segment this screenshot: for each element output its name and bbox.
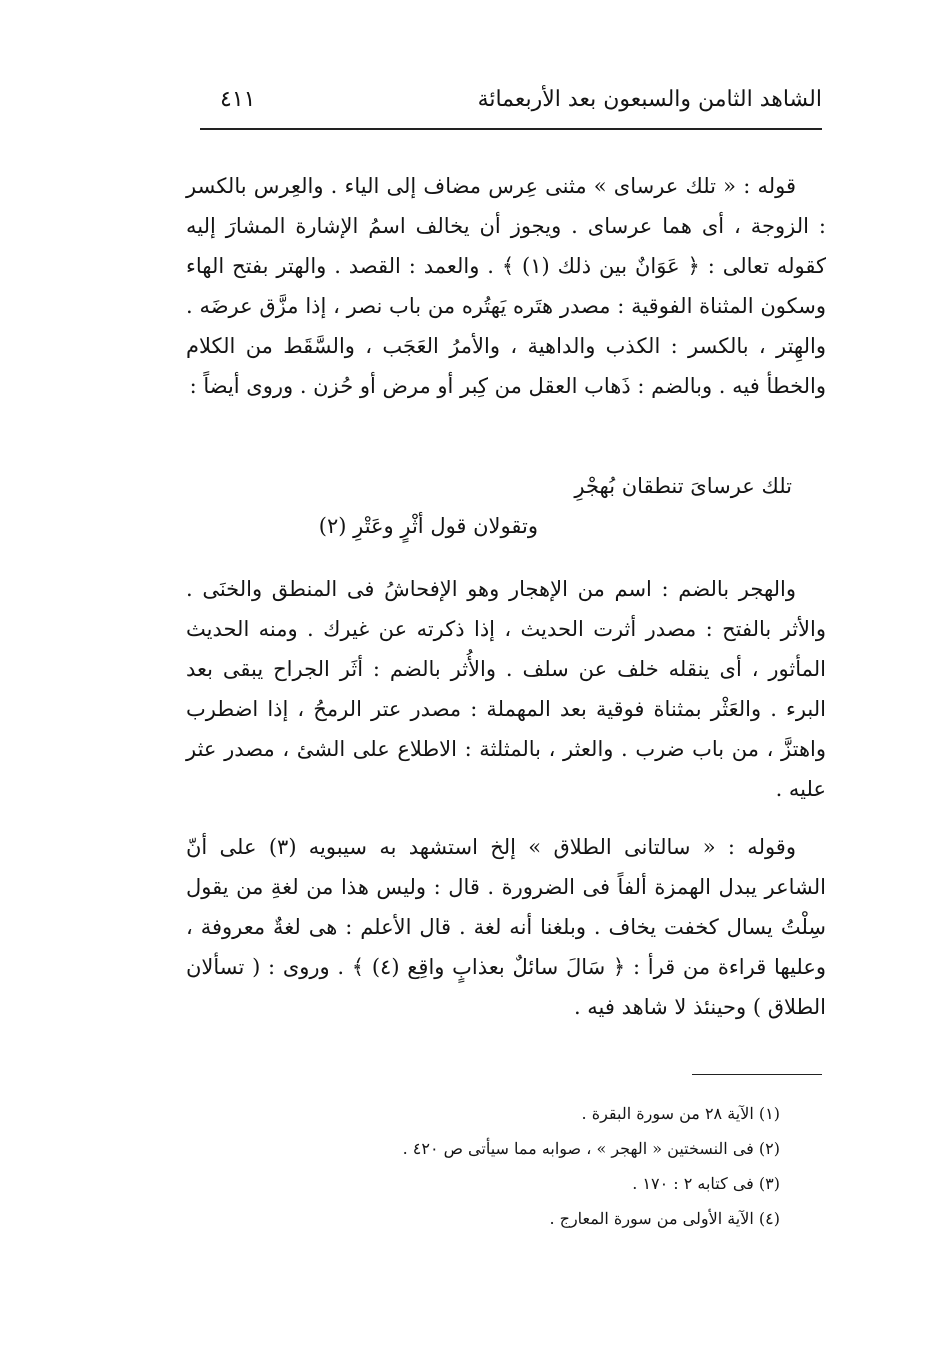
paragraph-3: وقوله : « سالتانى الطلاق » إلخ استشهد به سيبويه (٣) على أنّ الشاعر يبدل الهمزة ألفاً فى الضرورة . قال : وليس هذا من لغةِ من يقول سِلْتُ يسال كخفت يخاف . وبلغنا أنه لغة . قال الأعلم : هى لغةٌ معروفة ، وعليها قراءة من قرأ : ﴿ سَالَ سائلٌ بعذابٍ واقِع (٤) ﴾ . وروى : ( تسألان الطلاق ) وحينئذ لا شاهد فيه . <box>186 835 826 1019</box>
running-title: الشاهد الثامن والسبعون بعد الأربعمائة <box>477 87 822 112</box>
footnote-3: (٣) فى كتابه ٢ : ١٧٠ . <box>632 1174 780 1193</box>
footnote-divider <box>692 1074 822 1075</box>
page-number: ٤١١ <box>220 87 256 112</box>
verse-line-1: تلك عرساىَ تنطقان بُهجْرِ <box>574 474 792 498</box>
header-divider <box>200 128 822 130</box>
verse-line-2: وتقولان قول أثْرٍ وعَتْرِ (٢) <box>318 514 538 538</box>
paragraph-2: والهجر بالضم : اسم من الإهجار وهو الإفحاشُ فى المنطق والخنَى . والأثر بالفتح : مصدر أثرت الحديث ، إذا ذكرته عن غيرك . ومنه الحديث المأثور ، أى ينقله خلف عن سلف . والأُثر بالضم : أثَر الجراح يبقى بعد البرء . والعَثْر بمثناة فوقية بعد المهملة : مصدر عتر الرمحُ ، إذا اضطرب واهتزَّ ، من باب ضرب . والعثر ، بالمثلثة : الاطلاع على الشئ ، مصدر عثر عليه . <box>186 577 826 801</box>
footnote-2: (٢) فى النسختين « الهجر » ، صوابه مما سيأتى ص ٤٢٠ . <box>402 1139 780 1158</box>
footnotes <box>140 1096 780 1236</box>
footnote-4: (٤) الآية الأولى من سورة المعارج . <box>549 1209 780 1228</box>
footnote-1: (١) الآية ٢٨ من سورة البقرة . <box>581 1104 780 1123</box>
paragraph-1: قوله : « تلك عرساى » مثنى عِرس مضاف إلى الياء . والعِرس بالكسر : الزوجة ، أى هما عرساى . ويجوز أن يخالف اسمُ الإشارة المشارَ إليه كقوله تعالى : ﴿ عَوَانٌ بين ذلك (١) ﴾ . والعمد : القصد . والهتر بفتح الهاء وسكون المثناة الفوقية : مصدر هتَره يَهتُره من باب نصر ، إذا مزَّق عرضَه . والهِتر ، بالكسر : الكذب والداهية ، والأمرُ العَجَب ، والسَّقَط من الكلام والخطأ فيه . وبالضم : ذَهاب العقل من كِبر أو مرض أو حُزن . وروى أيضاً : <box>186 174 826 398</box>
page-header <box>200 82 822 118</box>
